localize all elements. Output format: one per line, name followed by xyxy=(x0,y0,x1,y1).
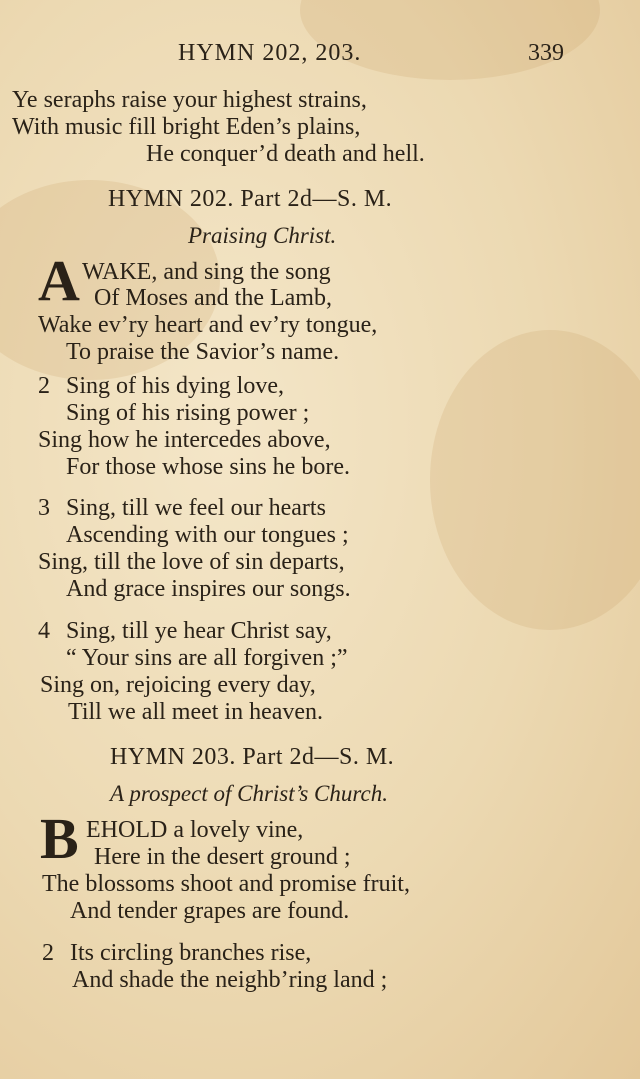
verse-line: Sing on, rejoicing every day, xyxy=(40,672,316,698)
verse-number: 2 xyxy=(42,940,54,966)
verse-line: 2 Sing of his dying love, xyxy=(38,373,285,399)
verse-line: Till we all meet in heaven. xyxy=(68,699,324,725)
verse-line: 2 Its circling branches rise, xyxy=(42,940,312,966)
verse-number: 4 xyxy=(38,618,50,644)
verse-line: Of Moses and the Lamb, xyxy=(94,285,332,311)
verse-line: “ Your sins are all forgiven ;” xyxy=(66,645,348,671)
verse-line: Wake ev’ry heart and ev’ry tongue, xyxy=(38,312,378,338)
verse-number: 3 xyxy=(38,495,50,521)
verse-number: 2 xyxy=(38,373,50,399)
hymn-title: HYMN 203. Part 2d—S. M. xyxy=(110,744,395,770)
running-title: HYMN 202, 203. xyxy=(178,40,362,66)
verse-line: To praise the Savior’s name. xyxy=(66,339,340,365)
verse-line: 4 Sing, till ye hear Christ say, xyxy=(38,618,332,644)
drop-cap: A xyxy=(38,248,80,313)
drop-cap: B xyxy=(40,806,79,871)
opening-line: Ye seraphs raise your highest strains, xyxy=(12,87,367,113)
hymn-subtitle: Praising Christ. xyxy=(188,223,337,248)
verse-line: 3 Sing, till we feel our hearts xyxy=(38,495,326,521)
verse-line: And grace inspires our songs. xyxy=(66,576,351,602)
page-number: 339 xyxy=(528,40,564,66)
opening-line: With music fill bright Eden’s plains, xyxy=(12,114,361,140)
verse-line: EHOLD a lovely vine, xyxy=(86,817,304,843)
hymn-title: HYMN 202. Part 2d—S. M. xyxy=(108,186,393,212)
verse-line: And tender grapes are found. xyxy=(70,898,350,924)
verse-line: WAKE, and sing the song xyxy=(82,259,331,285)
verse-line: Sing how he intercedes above, xyxy=(38,427,331,453)
verse-line: Ascending with our tongues ; xyxy=(66,522,349,548)
verse-line: For those whose sins he bore. xyxy=(66,454,350,480)
hymn-subtitle: A prospect of Christ’s Church. xyxy=(110,781,388,806)
verse-line: And shade the neighb’ring land ; xyxy=(72,967,388,993)
opening-line: He conquer’d death and hell. xyxy=(146,141,425,167)
running-head xyxy=(0,40,640,76)
verse-line: Sing of his rising power ; xyxy=(66,400,310,426)
verse-line: Sing, till the love of sin departs, xyxy=(38,549,345,575)
verse-line: The blossoms shoot and promise fruit, xyxy=(42,871,410,897)
verse-line: Here in the desert ground ; xyxy=(94,844,351,870)
